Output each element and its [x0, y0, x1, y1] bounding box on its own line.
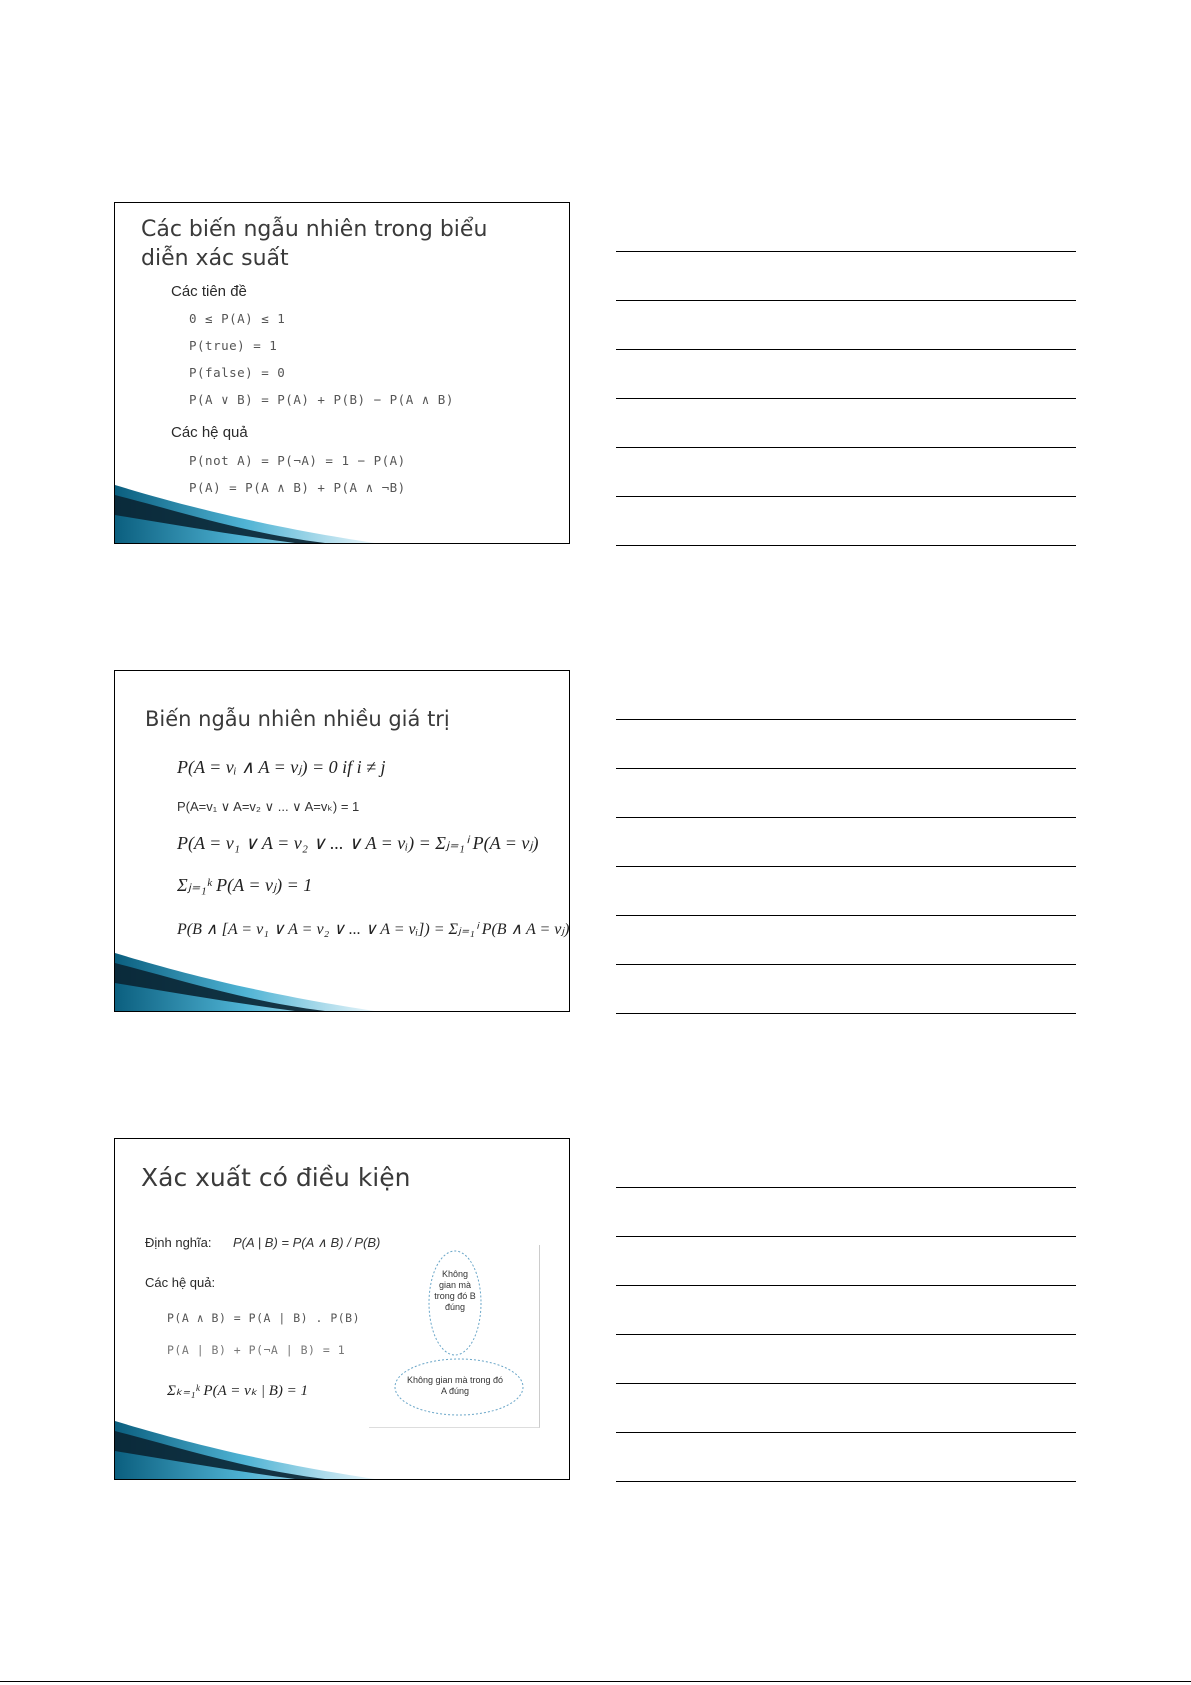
slide-wave-decoration: [115, 953, 375, 1011]
slide-1: [114, 202, 570, 544]
slide-2: [114, 670, 570, 1012]
formula: Σⱼ₌₁ᵏ P(A = vⱼ) = 1: [177, 875, 313, 895]
formula: P(A = v₁ ∨ A = v₂ ∨ ... ∨ A = vᵢ) = Σⱼ₌₁ⁱ P(A = vⱼ): [177, 833, 539, 853]
axiom-item: 0 ≤ P(A) ≤ 1: [189, 311, 286, 326]
note-line: [616, 915, 1076, 916]
note-line: [616, 1187, 1076, 1188]
note-line: [616, 768, 1076, 769]
corollary-item: P(A ∧ B) = P(A | B) . P(B): [167, 1311, 361, 1325]
note-line: [616, 251, 1076, 252]
slide-title: Các biến ngẫu nhiên trong biểu diễn xác suất: [141, 217, 488, 271]
definition-formula: P(A | B) = P(A ∧ B) / P(B): [233, 1235, 381, 1250]
note-line: [616, 964, 1076, 965]
corollary-item: P(not A) = P(¬A) = 1 − P(A): [189, 453, 406, 468]
formula: P(B ∧ [A = v₁ ∨ A = v₂ ∨ ... ∨ A = vᵢ]) = Σⱼ₌₁ⁱ P(B ∧ A = vⱼ): [177, 921, 570, 938]
axiom-item: P(A ∨ B) = P(A) + P(B) − P(A ∧ B): [189, 392, 454, 407]
section-heading: Các tiên đề: [171, 283, 247, 300]
axiom-item: P(false) = 0: [189, 365, 286, 380]
slide-wave-decoration: [115, 1421, 375, 1479]
note-line: [616, 496, 1076, 497]
note-line: [616, 719, 1076, 720]
note-line: [616, 398, 1076, 399]
diagram-label-top: Không gian mà trong đó B đúng: [434, 1269, 476, 1312]
diagram-label-bottom: Không gian mà trong đó A đúng: [406, 1375, 504, 1396]
note-line: [616, 545, 1076, 546]
corollary-label: Các hệ quả:: [145, 1275, 216, 1290]
definition-label: Định nghĩa:: [145, 1235, 212, 1250]
note-line: [616, 300, 1076, 301]
formula: P(A=v₁ ∨ A=v₂ ∨ ... ∨ A=vₖ) = 1: [177, 799, 360, 814]
section-heading: Các hệ quả: [171, 424, 248, 441]
slide-title: Xác xuất có điều kiện: [141, 1163, 411, 1192]
note-line: [616, 1334, 1076, 1335]
slide-3: [114, 1138, 570, 1480]
note-line: [616, 1432, 1076, 1433]
note-line: [616, 1013, 1076, 1014]
note-line: [616, 1481, 1076, 1482]
slide-title: Biến ngẫu nhiên nhiều giá trị: [145, 707, 450, 731]
note-line: [616, 1285, 1076, 1286]
formula: P(A = vᵢ ∧ A = vⱼ) = 0 if i ≠ j: [177, 757, 386, 777]
slide-wave-decoration: [115, 485, 375, 543]
corollary-item: P(A | B) + P(¬A | B) = 1: [167, 1343, 346, 1357]
corollary-item: Σₖ₌₁ᵏ P(A = vₖ | B) = 1: [167, 1383, 309, 1399]
note-line: [616, 447, 1076, 448]
note-line: [616, 817, 1076, 818]
note-line: [616, 1236, 1076, 1237]
note-line: [616, 349, 1076, 350]
note-line: [616, 1383, 1076, 1384]
note-line: [616, 866, 1076, 867]
venn-diagram: [369, 1245, 540, 1428]
page-bottom-rule: [0, 1681, 1191, 1682]
corollary-item: P(A) = P(A ∧ B) + P(A ∧ ¬B): [189, 480, 406, 495]
axiom-item: P(true) = 1: [189, 338, 278, 353]
